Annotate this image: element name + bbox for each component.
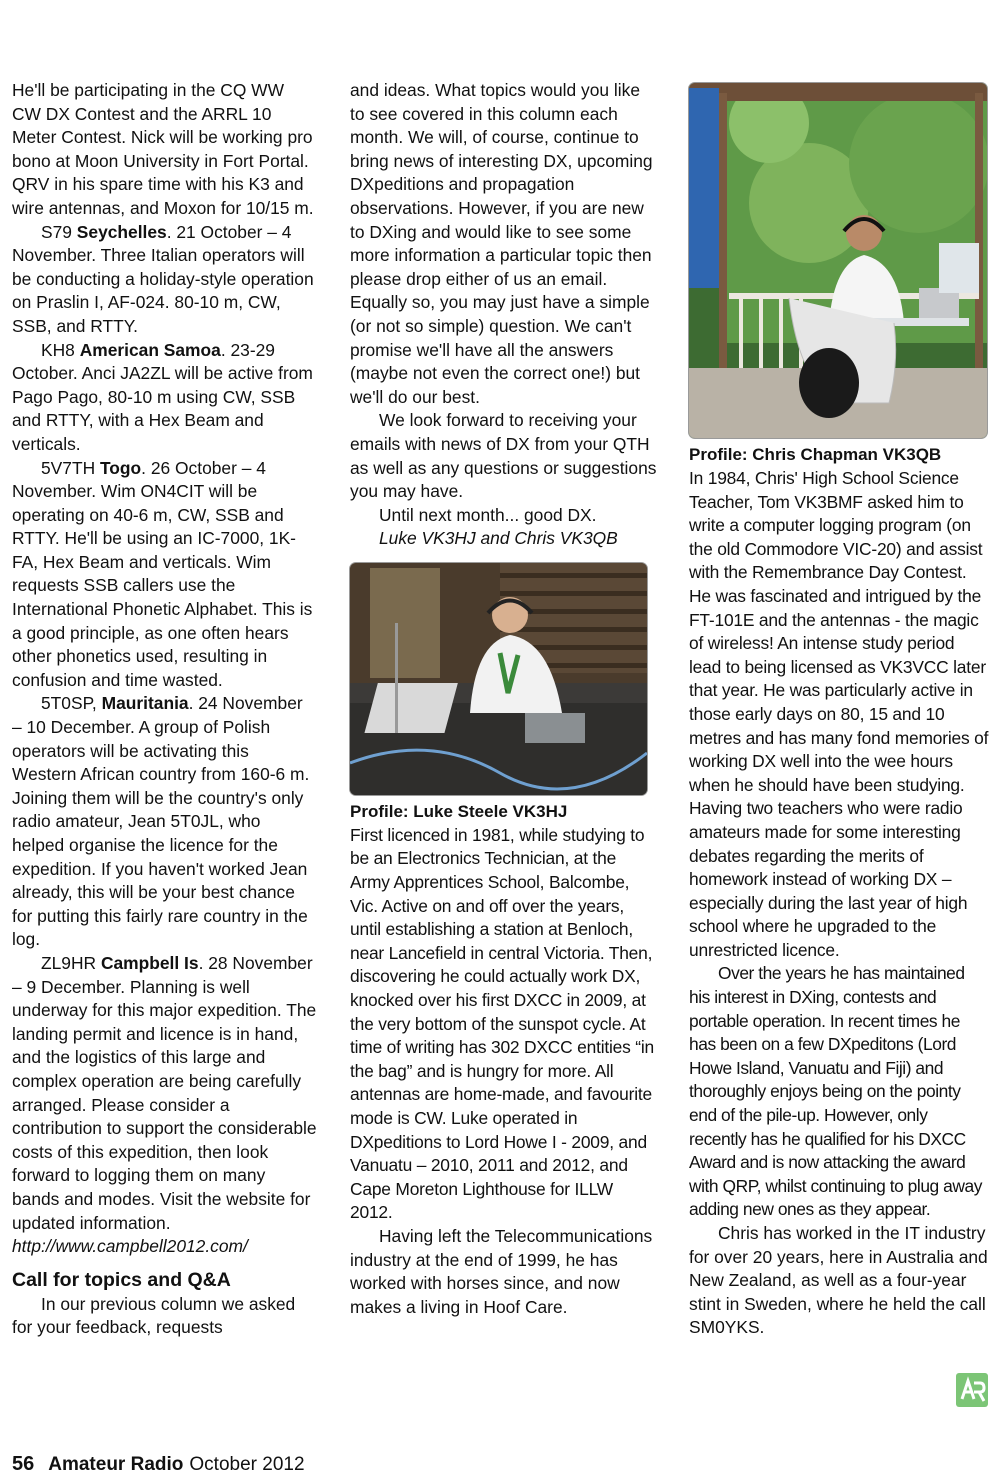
entry-text: . 26 October – 4 November. Wim ON4CIT will be operating on 40-6 m, CW, SSB and RTTY. He'll be using an IC-7000, 1K-FA, Hex Beam and verticals. Wim requests SSB callers use the International Phonetic Alphabet. This is a good principle, as one often hears other phonetics used, resulting in confusion and time wasted. [12,457,313,690]
look-forward-paragraph: We look forward to receiving your emails with news of DX from your QTH as well as any questions or suggestions you may have. [350,410,657,502]
callsign: 5V7TH [41,457,96,478]
website-link[interactable]: http://www.campbell2012.com/ [12,1236,248,1257]
entry-text: . 28 November – 9 December. Planning is well underway for this major expedition. The landing permit and licence is in hand, and the logistics of this large and complex operation are being carefully arranged. Please consider a contribution to support the considerable costs of this expedition, then look forward to logging them on many bands and modes. Visit the website for updated information. [12,952,317,1233]
sign-off-paragraph: Until next month... good DX. [379,504,597,525]
section-heading: Call for topics and Q&A [12,1268,231,1291]
entry-text: . 24 November – 10 December. A group of Polish operators will be activating this Western African country from 160-6 m. Joining them will be the country's only radio amateur, Jean 5T0JL, who helped organise the licence for the expedition. If you haven't worked Jean already, this will be your best chance for putting this fairly rare country in the log. [12,693,310,950]
callsign: S79 [41,221,72,242]
entry-text: . 21 October – 4 November. Three Italian operators will be conducting a holiday-style operation on Praslin I, AF-024. 80-10 m, CW, SSB, and RTTY. [12,221,314,336]
place-name: Campbell Is [100,952,199,973]
magazine-title: Amateur Radio [48,1454,184,1475]
luke-career-paragraph: Having left the Telecommunications industry at the end of 1999, he has worked with horses since, and now makes a living in Hoof Care. [350,1225,653,1317]
chris-career-paragraph: Chris has worked in the IT industry for over 20 years, here in Australia and New Zealand, as well as a four-year stint in Sweden, where he held the call SM0YKS. [689,1223,988,1338]
place-name: Seychelles [76,221,167,242]
issue-date: October 2012 [189,1454,305,1475]
entry-text: . 23-29 October. Anci JA2ZL will be active from Pago Pago, 80-10 m using CW, SSB and RTTY, with a Hex Beam and verticals. [12,339,313,454]
photo-illustration [350,563,647,795]
column-3 [689,79,989,1340]
photo-illustration [689,83,987,438]
place-name: American Samoa [79,339,221,360]
page-footer [12,1452,305,1477]
callsign: 5T0SP, [41,693,97,714]
column-2 [350,79,658,1319]
entry-campbell-island [12,952,317,1259]
callsign: KH8 [41,339,75,360]
entry-mauritania [12,692,317,952]
intro-paragraph: He'll be participating in the CQ WW CW DX Contest and the ARRL 10 Meter Contest. Nick will be working pro bono at Moon University in Fort Portal. QRV in his spare time with his K3 and wire antennas, and Moxon for 10/15 m. [12,80,314,218]
chris-profile-paragraph: In 1984, Chris' High School Science Teacher, Tom VK3BMF asked him to write a computer logging program (on the old Commodore VIC-20) and assist with the Remembrance Day Contest. He was fascinated and intrigued by the FT-101E and the antennas - the magic of wireless! An intense study period lead to being licensed as VK3VCC later that year. He was particularly active in those early days on 80, 15 and 10 metres and has many fond memories of working DX well into the wee hours when he should have been studying. Having two teachers who were radio amateurs made for some interesting debates regarding the merits of homework instead of working DX – especially during the last year of high school where he upgraded to the unrestricted licence. [689,468,989,960]
chris-dxing-paragraph: Over the years he has maintained his interest in DXing, contests and portable operation. In recent times he has been on a few DXpeditons (Lord Howe Island, Vanuatu and Fiji) and thoroughly enjoys being on the pointy end of the pile-up. However, only recently has he qualified for his DXCC Award and is now attacking the award with QRP, whilst continuing to plug away adding new ones as they appear. [689,963,982,1220]
author-names: Luke VK3HJ and Chris VK3QB [379,528,618,549]
operator-at-radio-photo [350,563,647,795]
entry-seychelles [12,221,317,339]
entry-american-samoa [12,339,317,457]
entry-togo [12,457,317,693]
ar-logo-icon [956,1373,988,1407]
luke-profile-paragraph: First licenced in 1981, while studying to be an Electronics Technician, at the Army Apprentices School, Balcombe, Vic. Active on and off over the years, until establishing a station at Benloch, near Lancefield in central Victoria. Then, discovering he could actually work DX, knocked over his first DXCC in 2009, at the very bottom of the sunspot cycle. At time of writing has 302 DXCC entities “in the bag” and is hungry for more. All antennas are home-made, and favourite mode is CW. Luke operated in DXpeditions to Lord Howe I - 2009, and Vanuatu – 2010, 2011 and 2012, and Cape Moreton Lighthouse for ILLW 2012. [350,824,654,1223]
place-name: Togo [99,457,142,478]
place-name: Mauritania [101,693,189,714]
column-1 [12,79,317,1340]
topics-continued-paragraph: and ideas. What topics would you like to see covered in this column each month. We will, of course, continue to bring news of interesting DX, upcoming DXpeditions and propagation observations. However, if you are new to DXing and would like to see some more information a particular topic then please drop either of us an email. Equally so, you may just have a simple (or not so simple) question. We can't promise we'll have all the answers (maybe not even the correct one!) but we'll do our best. [350,80,653,407]
callsign: ZL9HR [41,952,97,973]
page-number: 56 [12,1453,35,1475]
photo-caption: Profile: Chris Chapman VK3QB [689,445,942,464]
byline [350,527,658,551]
operator-on-balcony-photo [689,83,987,438]
topics-paragraph: In our previous column we asked for your feedback, requests [12,1293,296,1338]
photo-caption: Profile: Luke Steele VK3HJ [350,801,568,821]
